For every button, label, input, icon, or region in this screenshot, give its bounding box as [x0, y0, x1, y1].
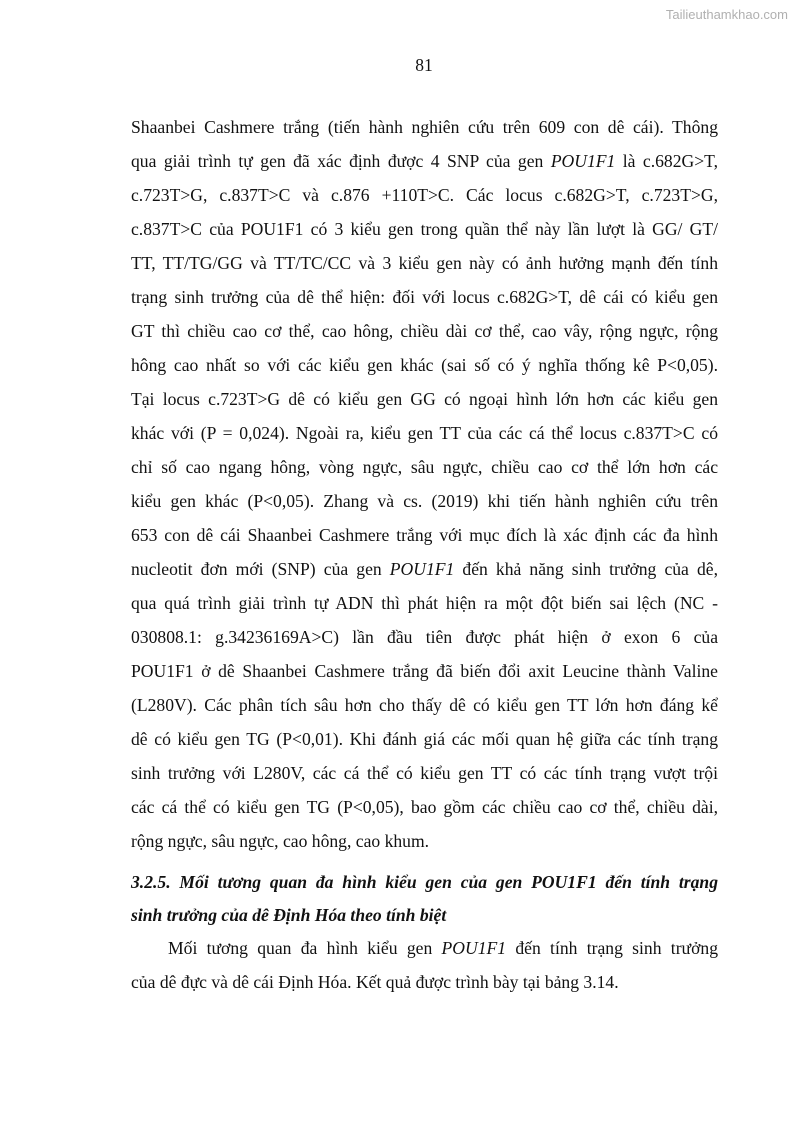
text-line: sinh trưởng với L280V, các cá thể có kiểu gen TT có các tính trạng vượt trội: [131, 763, 718, 783]
text-line: dê có kiểu gen TG (P<0,01). Khi đánh giá các mối quan hệ giữa các tính trạng: [131, 729, 718, 749]
text-line: POU1F1 ở dê Shaanbei Cashmere trắng đã biến đổi axit Leucine thành Valine: [131, 661, 718, 681]
text-line: Shaanbei Cashmere trắng (tiến hành nghiên cứu trên 609 con dê cái). Thông: [131, 117, 718, 137]
text-line: (L280V). Các phân tích sâu hơn cho thấy dê có kiểu gen TT lớn hơn đáng kể: [131, 695, 718, 715]
watermark: Tailieuthamkhao.com: [665, 7, 788, 22]
text-line: khác với (P = 0,024). Ngoài ra, kiểu gen TT của các cá thể locus c.837T>C có: [131, 423, 718, 443]
text-line: c.837T>C của POU1F1 có 3 kiểu gen trong quần thể này lần lượt là GG/ GT/: [131, 219, 718, 239]
text-line: Tại locus c.723T>G dê có kiểu gen GG có ngoại hình lớn hơn các kiểu gen: [131, 389, 718, 409]
gene-name: POU1F1: [441, 938, 507, 958]
text-line: các cá thể có kiểu gen TG (P<0,05), bao gồm các chiều cao cơ thể, chiều dài,: [131, 797, 718, 817]
gene-name: POU1F1: [389, 559, 455, 579]
heading-line: sinh trưởng của dê Định Hóa theo tính biệt: [131, 905, 447, 925]
text-line: TT, TT/TG/GG và TT/TC/CC và 3 kiểu gen này có ảnh hưởng mạnh đến tính: [131, 253, 718, 273]
text-line: qua giải trình tự gen đã xác định được 4 SNP của gen POU1F1 là c.682G>T,: [131, 151, 718, 171]
text-line: kiểu gen khác (P<0,05). Zhang và cs. (2019) khi tiến hành nghiên cứu trên: [131, 491, 718, 511]
text-line: rộng ngực, sâu ngực, cao hông, cao khum.: [131, 831, 430, 851]
gene-name: POU1F1: [550, 151, 616, 171]
text-line: c.723T>G, c.837T>C và c.876 +110T>C. Các locus c.682G>T, c.723T>G,: [131, 185, 718, 205]
text-line: qua quá trình giải trình tự ADN thì phát hiện ra một đột biến sai lệch (NC -: [131, 593, 718, 613]
text-line: nucleotit đơn mới (SNP) của gen POU1F1 đến khả năng sinh trưởng của dê,: [131, 559, 718, 579]
text-line: GT thì chiều cao cơ thể, cao hông, chiều dài cơ thể, cao vây, rộng ngực, rộng: [131, 321, 718, 341]
text-line: chỉ số cao ngang hông, vòng ngực, sâu ngực, chiều cao cơ thể lớn hơn các: [131, 457, 718, 477]
text-line: hông cao nhất so với các kiểu gen khác (sai số có ý nghĩa thống kê P<0,05).: [131, 355, 718, 375]
heading-line: 3.2.5. Mối tương quan đa hình kiểu gen của gen POU1F1 đến tính trạng: [131, 872, 718, 892]
text-line: của dê đực và dê cái Định Hóa. Kết quả được trình bày tại bảng 3.14.: [131, 972, 619, 992]
page-number: 81: [415, 55, 433, 75]
text-line: 653 con dê cái Shaanbei Cashmere trắng với mục đích là xác định các đa hình: [131, 525, 718, 545]
text-line: 030808.1: g.34236169A>C) lần đầu tiên được phát hiện ở exon 6 của: [131, 627, 718, 647]
text-line: trạng sinh trưởng của dê thể hiện: đối với locus c.682G>T, dê cái có kiểu gen: [131, 287, 718, 307]
text-line: Mối tương quan đa hình kiểu gen POU1F1 đến tính trạng sinh trưởng: [168, 938, 718, 958]
